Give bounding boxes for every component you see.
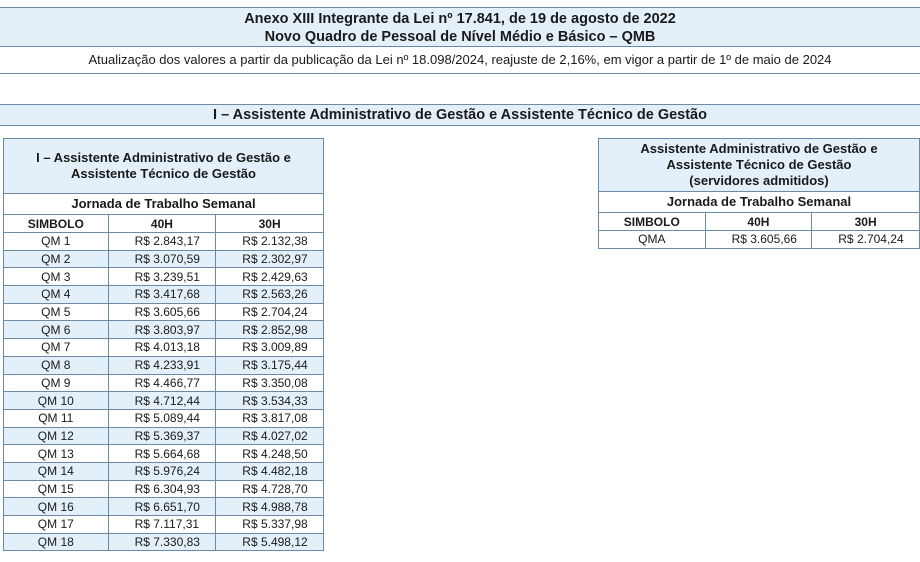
cell-40h: R$ 3.803,97 [108,321,216,339]
cell-30h: R$ 3.175,44 [216,356,324,374]
cell-40h: R$ 4.712,44 [108,392,216,410]
cell-30h: R$ 4.248,50 [216,445,324,463]
table-row [4,374,324,392]
cell-30h: R$ 2.704,24 [812,231,920,249]
cell-30h: R$ 5.337,98 [216,516,324,534]
table-row [4,303,324,321]
table-row [599,231,920,249]
cell-30h: R$ 5.498,12 [216,533,324,551]
cell-40h: R$ 4.233,91 [108,356,216,374]
table-row [4,533,324,551]
table-row [4,250,324,268]
cell-40h: R$ 2.843,17 [108,233,216,251]
cell-40h: R$ 4.013,18 [108,339,216,357]
cell-40h: R$ 3.605,66 [108,303,216,321]
cell-simbolo: QM 1 [4,233,109,251]
column-header-simbolo: SIMBOLO [4,215,109,233]
table-row [4,480,324,498]
table-row [4,356,324,374]
salary-table-admitted [598,138,920,249]
cell-simbolo: QM 16 [4,498,109,516]
cell-simbolo: QM 13 [4,445,109,463]
cell-simbolo: QM 5 [4,303,109,321]
cell-simbolo: QMA [599,231,706,249]
column-header-40h: 40H [108,215,216,233]
cell-simbolo: QM 6 [4,321,109,339]
cell-40h: R$ 6.304,93 [108,480,216,498]
section-title: I – Assistente Administrativo de Gestão e Assistente Técnico de Gestão [0,104,920,126]
cell-simbolo: QM 4 [4,286,109,304]
table-row [4,392,324,410]
cell-simbolo: QM 7 [4,339,109,357]
table-row [4,462,324,480]
table-title-line2: Assistente Técnico de Gestão [666,157,852,172]
header-title-line1: Anexo XIII Integrante da Lei nº 17.841, de 19 de agosto de 2022 [244,11,676,27]
cell-30h: R$ 2.132,38 [216,233,324,251]
cell-30h: R$ 3.350,08 [216,374,324,392]
cell-30h: R$ 2.302,97 [216,250,324,268]
cell-40h: R$ 5.369,37 [108,427,216,445]
cell-simbolo: QM 12 [4,427,109,445]
table-title-line3: (servidores admitidos) [689,173,829,188]
table-row [4,445,324,463]
table-row [4,286,324,304]
cell-simbolo: QM 15 [4,480,109,498]
table-row [4,409,324,427]
column-header-30h: 30H [812,213,920,231]
cell-40h: R$ 6.651,70 [108,498,216,516]
cell-40h: R$ 5.976,24 [108,462,216,480]
cell-40h: R$ 5.664,68 [108,445,216,463]
cell-30h: R$ 3.817,08 [216,409,324,427]
table-title-line1: Assistente Administrativo de Gestão e [640,141,878,156]
jornada-header: Jornada de Trabalho Semanal [599,192,920,213]
salary-table-main [3,138,324,551]
column-header-simbolo: SIMBOLO [599,213,706,231]
table-row [4,268,324,286]
cell-simbolo: QM 8 [4,356,109,374]
table-row [4,233,324,251]
cell-40h: R$ 5.089,44 [108,409,216,427]
cell-simbolo: QM 18 [4,533,109,551]
table-row [4,427,324,445]
cell-40h: R$ 7.330,83 [108,533,216,551]
cell-simbolo: QM 17 [4,516,109,534]
table-title [599,139,920,192]
cell-simbolo: QM 3 [4,268,109,286]
cell-30h: R$ 2.563,26 [216,286,324,304]
table-row [4,321,324,339]
cell-30h: R$ 4.728,70 [216,480,324,498]
cell-30h: R$ 4.482,18 [216,462,324,480]
cell-30h: R$ 2.429,63 [216,268,324,286]
cell-40h: R$ 3.417,68 [108,286,216,304]
cell-simbolo: QM 11 [4,409,109,427]
header-title-line2: Novo Quadro de Pessoal de Nível Médio e Básico – QMB [264,29,656,45]
table-title [4,139,324,194]
update-note: Atualização dos valores a partir da publicação da Lei nº 18.098/2024, reajuste de 2,16%, em vigor a partir de 1º de maio de 2024 [0,47,920,74]
cell-40h: R$ 7.117,31 [108,516,216,534]
column-header-30h: 30H [216,215,324,233]
cell-40h: R$ 3.605,66 [705,231,812,249]
cell-simbolo: QM 10 [4,392,109,410]
cell-simbolo: QM 2 [4,250,109,268]
document-header [0,7,920,47]
table-title-line1: I – Assistente Administrativo de Gestão e [36,150,291,165]
table-row [4,516,324,534]
cell-40h: R$ 4.466,77 [108,374,216,392]
cell-40h: R$ 3.070,59 [108,250,216,268]
cell-30h: R$ 4.027,02 [216,427,324,445]
cell-40h: R$ 3.239,51 [108,268,216,286]
table-row [4,339,324,357]
cell-30h: R$ 4.988,78 [216,498,324,516]
cell-30h: R$ 2.852,98 [216,321,324,339]
cell-simbolo: QM 14 [4,462,109,480]
table-title-line2: Assistente Técnico de Gestão [71,166,256,181]
cell-30h: R$ 2.704,24 [216,303,324,321]
table-row [4,498,324,516]
cell-30h: R$ 3.009,89 [216,339,324,357]
jornada-header: Jornada de Trabalho Semanal [4,194,324,215]
column-header-40h: 40H [705,213,812,231]
cell-simbolo: QM 9 [4,374,109,392]
cell-30h: R$ 3.534,33 [216,392,324,410]
